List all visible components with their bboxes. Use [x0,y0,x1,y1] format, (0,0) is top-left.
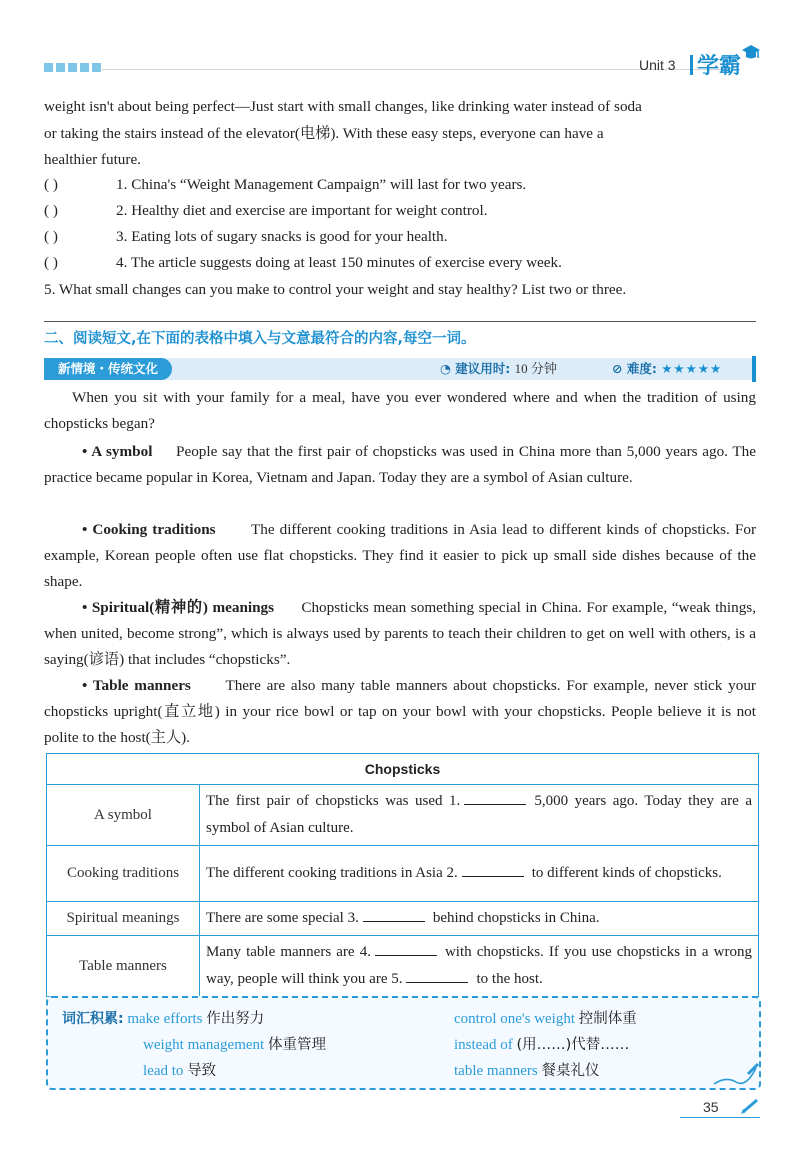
table-row [47,785,759,846]
question-item: ( ) 1. China's “Weight Management Campaign” will last for two years. [44,172,626,198]
bar-end-mark [752,356,756,382]
page-number: 35 [703,1099,719,1115]
difficulty: ⊘ 难度: ★★★★★ [612,361,723,376]
brand-logo: 学霸 [697,54,742,79]
vocab-row: instead of (用……)代替…… [454,1037,630,1053]
passage-line: or taking the stairs instead of the elevator(电梯). With these easy steps, everyone can have a [44,124,604,142]
vocab-label: 词汇积累: [62,1011,124,1027]
brand-divider [690,55,693,75]
suggested-time: ◔ 建议用时: 10 分钟 [440,361,557,376]
passage-end [44,94,756,174]
question-item: ( ) 4. The article suggests doing at least 150 minutes of exercise every week. [44,250,626,276]
row-content: Many table manners are 4. with chopsticks. If you use chopsticks in a wrong way, people will think you are 5. to the host. [200,936,759,997]
row-label: Cooking traditions [47,846,200,902]
row-content: The first pair of chopsticks was used 1. 5,000 years ago. Today they are a symbol of Asian culture. [200,785,759,846]
table-row [47,902,759,936]
answer-bracket[interactable]: ( ) [44,228,58,245]
blank-2[interactable] [462,862,524,877]
header-decoration [44,63,101,72]
question-list [44,172,626,303]
table-row [47,846,759,902]
paragraph-symbol: • A symbol People say that the first pair of chopsticks was used in China more than 5,000 years ago. The practice became popular in Korea, Vietnam and Japan. Today they are a symbol of Asian culture. [44,443,757,486]
section-title: 二、阅读短文,在下面的表格中填入与文意最符合的内容,每空一词。 [44,331,476,347]
footer-rule [680,1117,760,1118]
answer-bracket[interactable]: ( ) [44,254,58,271]
row-content: The different cooking traditions in Asia 2. to different kinds of chopsticks. [200,846,759,902]
clock-icon: ◔ [440,361,451,376]
vocab-row: lead to 导致 [143,1063,217,1079]
question-item: ( ) 2. Healthy diet and exercise are important for weight control. [44,198,626,224]
blank-1[interactable] [464,790,526,805]
paragraph-spiritual: • Spiritual(精神的) meanings Chopsticks mean something special in China. For example, “weak things, when united, become strong”, which is always used by parents to teach their children to get on well with others, is a saying(谚语) that includes “chopsticks”. [44,599,756,668]
row-label: Table manners [47,936,200,997]
vocab-row: weight management 体重管理 [143,1037,326,1053]
passage-intro: When you sit with your family for a meal, have you ever wondered where and when the tradition of using chopsticks began? [44,389,756,432]
vocab-row: control one's weight 控制体重 [454,1011,637,1027]
paragraph-cooking: • Cooking traditions The different cooking traditions in Asia lead to different kinds of chopsticks. For example, Korean people often use flat chopsticks. They find it easier to pick up small side dishes because of the shape. [44,521,757,590]
section-divider [44,321,756,322]
row-label: A symbol [47,785,200,846]
row-content: There are some special 3. behind chopsticks in China. [200,902,759,936]
check-icon: ⊘ [612,361,623,376]
table-title: Chopsticks [47,754,759,785]
passage-line: weight isn't about being perfect—Just start with small changes, like drinking water instead of soda [44,98,642,115]
vocab-row: table manners 餐桌礼仪 [454,1063,600,1079]
unit-label: Unit 3 [639,57,676,73]
blank-4[interactable] [375,941,437,956]
graduation-cap-icon [741,44,761,62]
question-item: ( ) 3. Eating lots of sugary snacks is good for your health. [44,224,626,250]
pen-icon [712,1060,760,1090]
chopsticks-table [46,753,759,997]
table-row [47,936,759,997]
vocab-row: 词汇积累: make efforts 作出努力 [62,1011,265,1027]
blank-3[interactable] [363,907,425,922]
row-label: Spiritual meanings [47,902,200,936]
answer-bracket[interactable]: ( ) [44,202,58,219]
context-tag: 新情境・传统文化 [44,358,172,380]
paragraph-manners: • Table manners There are also many table manners about chopsticks. For example, never stick your chopsticks upright(直立地) in your rice bowl or tap on your bowl with your chopsticks. People believe it is not polite to the host(主人). [44,677,756,746]
answer-bracket[interactable]: ( ) [44,176,58,193]
blank-5[interactable] [406,968,468,983]
question-open: 5. What small changes can you make to control your weight and stay healthy? List two or three. [44,281,627,298]
difficulty-stars: ★★★★★ [661,361,723,376]
pencil-icon [740,1097,760,1115]
passage-line: healthier future. [44,151,141,168]
